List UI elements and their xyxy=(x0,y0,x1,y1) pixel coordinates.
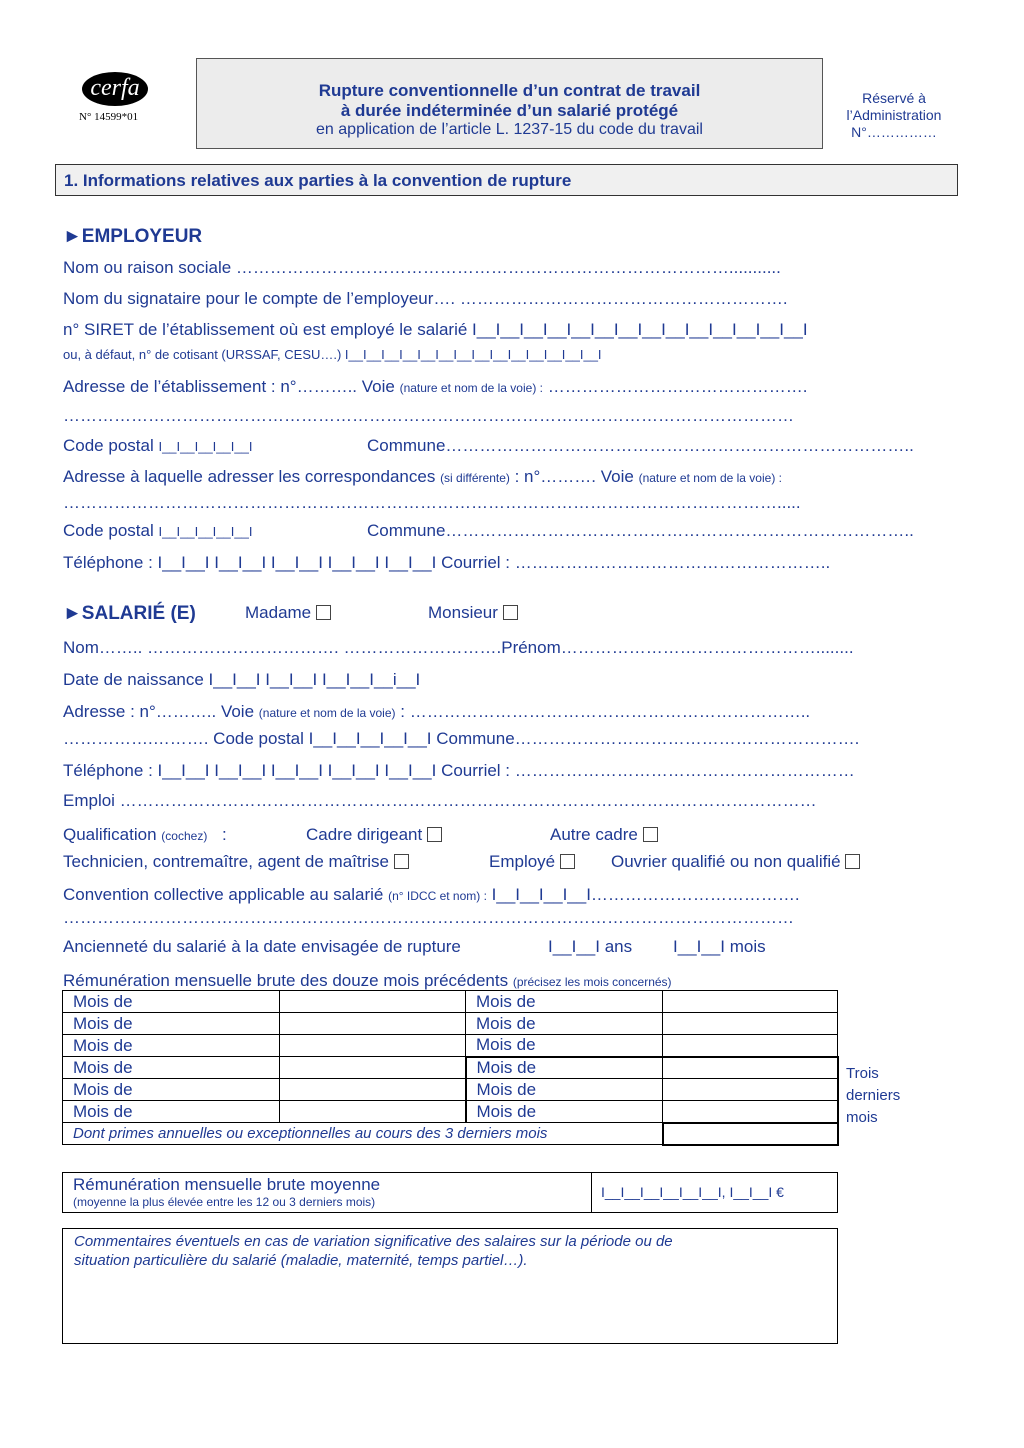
convention-c: I__I__I__I__I………………………………. xyxy=(491,885,800,904)
title-line-2: à durée indéterminée d’un salarié protégé xyxy=(340,101,679,120)
amount-cell[interactable] xyxy=(280,1057,466,1079)
code-postal-label: Code postal xyxy=(63,436,154,455)
table-row xyxy=(63,1101,838,1123)
amount-cell[interactable] xyxy=(663,1079,838,1101)
monsieur-option[interactable] xyxy=(428,603,518,623)
siret-field[interactable]: n° SIRET de l’établissement où est employé le salarié I__I__I__I__I__I__I__I__I__I__I__I__I__I__I xyxy=(63,320,808,339)
mois-de-label: Mois de xyxy=(63,1057,280,1079)
cadre-dirigeant-option[interactable] xyxy=(306,825,442,845)
mois-de-label: Mois de xyxy=(466,991,663,1013)
corr-b: (si différente) xyxy=(440,471,510,485)
commune-2-field[interactable]: Commune……………………………………………………………………….. xyxy=(367,521,914,540)
salarie-telephone-courriel[interactable]: Téléphone : I__I__I I__I__I I__I__I I__I__I I__I__I Courriel : …………………………………………………… xyxy=(63,761,855,780)
table-row xyxy=(63,1035,838,1057)
employe-label: Employé xyxy=(489,852,556,871)
autre-cadre-label: Autre cadre xyxy=(550,825,638,844)
commentaires-line-2: situation particulière du salarié (maladie, maternité, temps partiel…). xyxy=(74,1252,528,1269)
anciennete-label: Ancienneté du salarié à la date envisagée de rupture xyxy=(63,937,461,956)
emploi-field[interactable]: Emploi …………………………………………………………………………………………………………… xyxy=(63,791,817,810)
adresse-etablissement-field[interactable] xyxy=(63,377,807,397)
ouvrier-label: Ouvrier qualifié ou non qualifié xyxy=(611,852,841,871)
code-postal-boxes: I__I__I__I__I__I xyxy=(158,439,253,454)
remuneration-heading-b: (précisez les mois concernés) xyxy=(512,975,672,989)
salarie-cp-commune-field[interactable]: …………….………. Code postal I__I__I__I__I__I Commune……………………………………………………. xyxy=(63,729,860,748)
code-postal-field[interactable] xyxy=(63,436,252,456)
section-1-title: 1. Informations relatives aux parties à la convention de rupture xyxy=(55,164,958,196)
monsieur-checkbox[interactable] xyxy=(503,605,518,620)
convention-a: Convention collective applicable au salarié xyxy=(63,885,384,904)
technicien-label: Technicien, contremaître, agent de maîtrise xyxy=(63,852,389,871)
ouvrier-checkbox[interactable] xyxy=(845,854,860,869)
moyenne-note: (moyenne la plus élevée entre les 12 ou 3 derniers mois) xyxy=(73,1195,376,1209)
remuneration-heading xyxy=(63,971,672,991)
table-row xyxy=(63,1123,838,1145)
title-line-3: en application de l’article L. 1237-15 du code du travail xyxy=(316,121,703,138)
mois-de-label: Mois de xyxy=(466,1035,663,1057)
amount-cell[interactable] xyxy=(663,991,838,1013)
mois-de-label: Mois de xyxy=(466,1079,663,1101)
form-number: N° 14599*01 xyxy=(79,111,139,123)
primes-label: Dont primes annuelles ou exceptionnelles au cours des 3 derniers mois xyxy=(63,1123,663,1145)
employeur-heading: ►EMPLOYEUR xyxy=(63,226,203,247)
mois-de-label: Mois de xyxy=(63,1101,280,1123)
reserved-admin xyxy=(832,90,956,141)
amount-cell[interactable] xyxy=(280,1101,466,1123)
signataire-field[interactable]: Nom du signataire pour le compte de l’employeur…. …………………………………………………. xyxy=(63,289,788,308)
amount-cell[interactable] xyxy=(280,1013,466,1035)
amount-cell[interactable] xyxy=(280,1079,466,1101)
madame-checkbox[interactable] xyxy=(316,605,331,620)
autre-cadre-checkbox[interactable] xyxy=(643,827,658,842)
mois-de-label: Mois de xyxy=(63,1013,280,1035)
commentaires-box[interactable] xyxy=(62,1228,838,1344)
anciennete-mois-field[interactable]: I__I__I mois xyxy=(673,937,766,956)
trois-line-2: derniers xyxy=(846,1087,901,1104)
amount-cell[interactable] xyxy=(663,1013,838,1035)
adresse-etab-continuation[interactable]: ………………………………………………………………………………………………………………… xyxy=(63,406,794,425)
commune-field[interactable]: Commune……………………………………………………………………….. xyxy=(367,436,914,455)
mois-de-label: Mois de xyxy=(63,1035,280,1057)
trois-line-3: mois xyxy=(846,1109,878,1126)
salarie-adresse-a: Adresse : n°……….. Voie xyxy=(63,702,255,721)
corr-a: Adresse à laquelle adresser les correspondances xyxy=(63,467,436,486)
mois-de-label: Mois de xyxy=(63,991,280,1013)
adresse-etab-c: ………………………………………. xyxy=(547,377,808,396)
anciennete-ans-field[interactable]: I__I__I ans xyxy=(548,937,633,956)
nom-prenom-field[interactable]: Nom…….. ……………………………. ……………………….Prénom………………………………………........ xyxy=(63,638,854,657)
qualification-label-row xyxy=(63,825,227,845)
technicien-checkbox[interactable] xyxy=(394,854,409,869)
table-row xyxy=(63,1013,838,1035)
cadre-dirigeant-label: Cadre dirigeant xyxy=(306,825,423,844)
madame-option[interactable] xyxy=(245,603,331,623)
code-postal-2-label: Code postal xyxy=(63,521,154,540)
code-postal-2-field[interactable] xyxy=(63,521,252,541)
madame-label: Madame xyxy=(245,603,312,622)
employe-option[interactable] xyxy=(489,852,575,872)
employe-checkbox[interactable] xyxy=(560,854,575,869)
reserved-line-2: l’Administration xyxy=(846,107,942,123)
reserved-line-3[interactable]: N°…………… xyxy=(851,124,937,140)
corr-c: : n°………. Voie xyxy=(514,467,634,486)
adresse-etab-b: (nature et nom de la voie) : xyxy=(399,381,543,395)
trois-line-1: Trois xyxy=(846,1065,879,1082)
adresse-correspondance-field[interactable] xyxy=(63,467,782,487)
amount-cell[interactable] xyxy=(280,1035,466,1057)
ouvrier-option[interactable] xyxy=(611,852,860,872)
convention-collective-field[interactable] xyxy=(63,885,800,905)
salarie-adresse-field[interactable] xyxy=(63,702,810,722)
adresse-corr-continuation[interactable]: ………………………………………………………………………………………………………………..... xyxy=(63,493,801,512)
commentaires-text xyxy=(74,1232,673,1270)
mois-de-label: Mois de xyxy=(466,1101,663,1123)
reserved-line-1: Réservé à xyxy=(862,90,926,106)
mois-de-label: Mois de xyxy=(466,1057,663,1079)
title-box xyxy=(196,58,823,149)
amount-cell[interactable] xyxy=(663,1057,838,1079)
qualification-label: Qualification xyxy=(63,825,157,844)
amount-cell[interactable] xyxy=(280,991,466,1013)
title-line-1: Rupture conventionnelle d’un contrat de travail xyxy=(318,81,701,100)
mois-de-label: Mois de xyxy=(466,1013,663,1035)
qualification-colon: : xyxy=(222,825,227,844)
nom-raison-sociale-field[interactable]: Nom ou raison sociale ……………………………………………………………………………........... xyxy=(63,258,781,277)
amount-cell[interactable] xyxy=(663,1035,838,1057)
salarie-adresse-b: (nature et nom de la voie) xyxy=(258,706,396,720)
adresse-etab-a: Adresse de l’établissement : n°……….. Voie xyxy=(63,377,395,396)
code-postal-2-boxes: I__I__I__I__I__I xyxy=(158,524,253,539)
convention-b: (n° IDCC et nom) : xyxy=(388,889,487,903)
cotisant-field[interactable]: ou, à défaut, n° de cotisant (URSSAF, CESU….) I__I__I__I__I__I__I__I__I__I__I__I__I__I__I xyxy=(63,347,602,362)
moyenne-label: Rémunération mensuelle brute moyenne xyxy=(73,1175,381,1194)
corr-d: (nature et nom de la voie) : xyxy=(638,471,782,485)
monsieur-label: Monsieur xyxy=(428,603,498,622)
salarie-adresse-c: : …………………………………………………………….. xyxy=(400,702,811,721)
table-row xyxy=(63,1057,838,1079)
moyenne-box xyxy=(62,1172,838,1213)
amount-cell[interactable] xyxy=(663,1101,838,1123)
table-row xyxy=(63,991,838,1013)
remuneration-table xyxy=(62,990,839,1146)
convention-continuation[interactable]: ………………………………………………………………………………………………………………… xyxy=(63,908,794,927)
cerfa-logo: cerfa xyxy=(82,72,148,106)
commentaires-line-1: Commentaires éventuels en cas de variation significative des salaires sur la période ou de xyxy=(74,1233,673,1250)
employeur-telephone-courriel[interactable]: Téléphone : I__I__I I__I__I I__I__I I__I__I I__I__I Courriel : ……………………………………………….. xyxy=(63,553,831,572)
moyenne-divider xyxy=(591,1172,592,1213)
qualification-note: (cochez) xyxy=(161,829,208,843)
date-naissance-field[interactable]: Date de naissance I__I__I I__I__I I__I__I__i__I xyxy=(63,670,421,689)
trois-derniers-mois-note xyxy=(846,1063,900,1129)
technicien-option[interactable] xyxy=(63,852,409,872)
salarie-heading: ►SALARIÉ (E) xyxy=(63,603,196,624)
autre-cadre-option[interactable] xyxy=(550,825,658,845)
primes-amount-cell[interactable] xyxy=(663,1123,838,1145)
moyenne-amount-field[interactable]: I__I__I__I__I__I__I, I__I__I € xyxy=(601,1184,784,1200)
mois-de-label: Mois de xyxy=(63,1079,280,1101)
table-row xyxy=(63,1079,838,1101)
cadre-dirigeant-checkbox[interactable] xyxy=(427,827,442,842)
remuneration-heading-a: Rémunération mensuelle brute des douze mois précédents xyxy=(63,971,509,990)
